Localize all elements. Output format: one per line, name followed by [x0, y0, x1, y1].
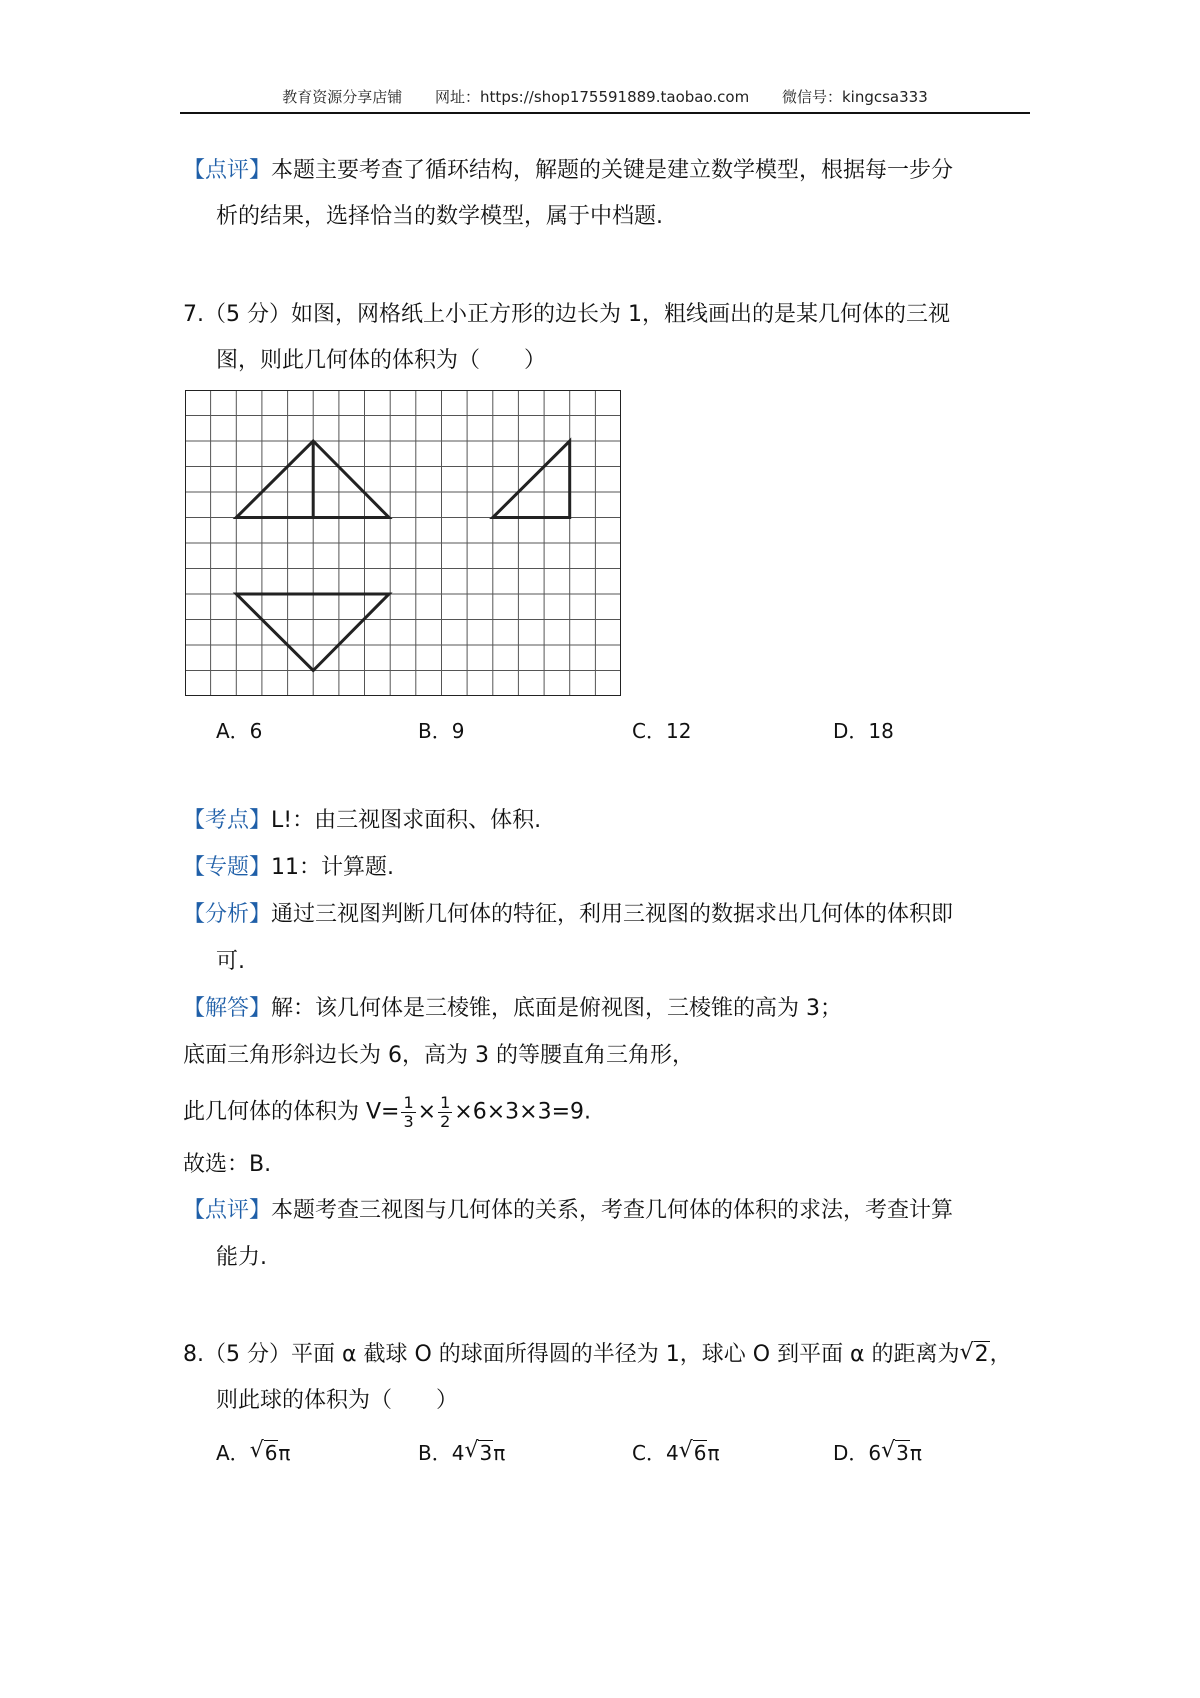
three-view-figure [185, 390, 621, 696]
sqrt-two: √ 2 [960, 1340, 990, 1370]
shop-url: 网址：https://shop175591889.taobao.com [435, 88, 750, 106]
q7-jieda-line1: 【解答】解：该几何体是三棱锥，底面是俯视图，三棱锥的高为 3； [183, 996, 843, 1021]
q7-option-a[interactable]: A．6 [216, 719, 263, 743]
q7-option-c[interactable]: C．12 [632, 719, 692, 743]
q7-fenxi-line2: 可. [216, 949, 245, 974]
q7-stem-line2: 图，则此几何体的体积为（ ） [216, 348, 547, 373]
top-view-triangle [236, 594, 389, 671]
wechat-id: 微信号：kingcsa333 [781, 88, 928, 106]
comment-tag: 【点评】 [183, 158, 272, 183]
q7-options [0, 716, 1200, 746]
q7-fenxi-line1: 【分析】通过三视图判断几何体的特征，利用三视图的数据求出几何体的体积即 [183, 902, 954, 927]
q7-stem-line1: 7.（5 分）如图，网格纸上小正方形的边长为 1，粗线画出的是某几何体的三视 [183, 302, 950, 327]
prev-comment-line2: 析的结果，选择恰当的数学模型，属于中档题. [216, 204, 663, 229]
q7-option-b[interactable]: B．9 [418, 719, 465, 743]
q8-option-c[interactable]: C．4√ 6π [632, 1438, 719, 1468]
q7-answer: 故选：B. [183, 1152, 272, 1177]
q8-option-a[interactable]: A．√ 6π [216, 1438, 290, 1468]
grid-lines [185, 390, 621, 696]
q8-options [0, 1438, 1200, 1468]
side-view-triangle [493, 441, 570, 518]
q7-kaodian: 【考点】L!：由三视图求面积、体积. [183, 808, 542, 833]
q7-comment-line1: 【点评】本题考查三视图与几何体的关系，考查几何体的体积的求法，考查计算 [183, 1198, 954, 1223]
fraction-one-half: $\frac{1}{2}$ [440, 1093, 451, 1131]
q7-jieda-line2: 底面三角形斜边长为 6，高为 3 的等腰直角三角形， [183, 1043, 694, 1068]
q7-comment-line2: 能力. [216, 1245, 267, 1270]
page-header [180, 82, 1030, 114]
fraction-one-third: $\frac{1}{3}$ [403, 1093, 414, 1131]
q8-stem-line1: 8.（5 分）平面 α 截球 O 的球面所得圆的半径为 1，球心 O 到平面 α 的距离为√ 2， [183, 1340, 1012, 1370]
shop-name: 教育资源分享店铺 [282, 88, 403, 106]
q7-option-d[interactable]: D．18 [833, 719, 894, 743]
q7-zhuanti: 【专题】11：计算题. [183, 855, 395, 880]
q8-option-d[interactable]: D．6√ 3π [833, 1438, 922, 1468]
q7-volume-formula: 此几何体的体积为 V= $\frac{1}{3}$ × $\frac{1}{2}$ ×6×3×3=9. [183, 1093, 592, 1131]
q8-option-b[interactable]: B．4√ 3π [418, 1438, 505, 1468]
q8-stem-line2: 则此球的体积为（ ） [216, 1388, 459, 1413]
prev-comment-line1: 【点评】本题主要考查了循环结构，解题的关键是建立数学模型，根据每一步分 [183, 158, 954, 183]
